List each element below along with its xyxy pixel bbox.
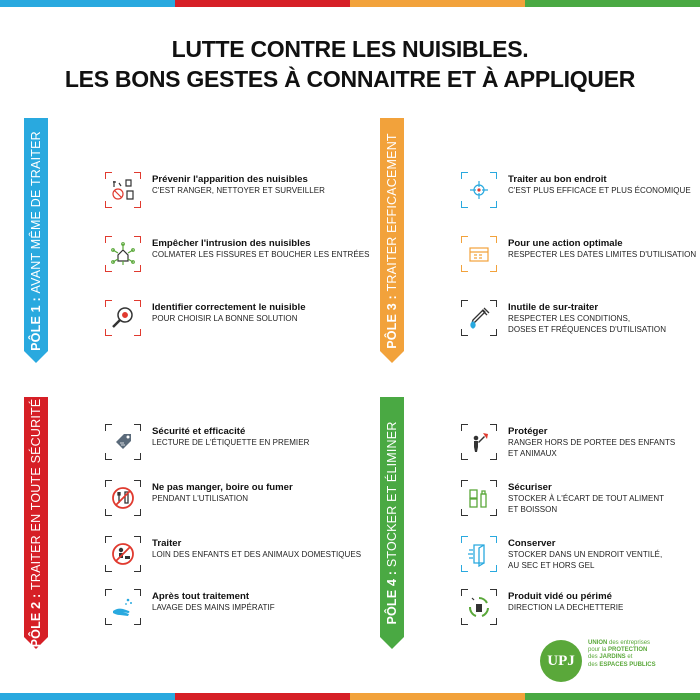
bottom-color-stripe (0, 693, 700, 700)
pole-2-name: TRAITER EN TOUTE SÉCURITÉ (29, 398, 43, 590)
item-heading: Après tout traitement (152, 591, 250, 602)
item-heading: Traiter (152, 538, 182, 549)
pole-1-item-prevent (105, 172, 385, 212)
item-subtext-2: DOSES ET FRÉQUENCES D'UTILISATION (508, 324, 667, 334)
pole-3-item-dates (461, 236, 700, 276)
item-subtext: RESPECTER LES DATES LIMITES D'UTILISATION (508, 250, 697, 259)
magnifier-bug-icon (105, 300, 141, 336)
title-line-1: LUTTE CONTRE LES NUISIBLES. (171, 36, 529, 62)
pole-2-prefix: PÔLE 2 : (29, 590, 43, 648)
pole-4-prefix: PÔLE 4 : (385, 567, 399, 625)
hand-wash-icon (105, 589, 141, 625)
upj-logo-mark: UPJ (540, 640, 582, 682)
item-subtext: C'EST RANGER, NETTOYER ET SURVEILLER (152, 186, 326, 195)
item-heading: Protéger (508, 426, 548, 437)
item-subtext: DIRECTION LA DECHETTERIE (508, 603, 624, 612)
upj-logo (540, 637, 690, 689)
pole-3-item-target (461, 172, 700, 212)
item-subtext: LOIN DES ENFANTS ET DES ANIMAUX DOMESTIQUES (152, 550, 362, 559)
pole-3-prefix: PÔLE 3 : (385, 290, 399, 349)
item-heading: Sécurité et efficacité (152, 426, 246, 437)
pole-4-item-protect (461, 424, 700, 464)
item-subtext: STOCKER DANS UN ENDROIT VENTILÉ, (508, 550, 663, 559)
label-tag-icon (105, 424, 141, 460)
top-color-stripe (0, 0, 700, 7)
item-heading: Inutile de sur-traiter (508, 302, 599, 313)
item-subtext: LECTURE DE L'ÉTIQUETTE EN PREMIER (152, 438, 310, 447)
no-children-icon (105, 536, 141, 572)
item-heading: Ne pas manger, boire ou fumer (152, 482, 293, 493)
pole-2-banner (24, 397, 48, 649)
item-subtext-2: AU SEC ET HORS GEL (508, 560, 595, 570)
pole-1-item-identify (105, 300, 385, 340)
storage-bottles-icon (461, 480, 497, 516)
pole-1-name: AVANT MÊME DE TRAITER (29, 130, 43, 293)
pole-2-item-treat (105, 536, 385, 576)
item-subtext: STOCKER À L'ÉCART DE TOUT ALIMENT (508, 494, 665, 503)
item-subtext: RANGER HORS DE PORTEE DES ENFANTS (508, 438, 676, 447)
pole-1-banner (24, 118, 48, 363)
house-network-icon (105, 236, 141, 272)
item-heading: Identifier correctement le nuisible (152, 302, 306, 313)
pole-4-item-secure (461, 480, 700, 520)
pole-1-prefix: PÔLE 1 : (29, 292, 43, 351)
item-subtext-2: ET ANIMAUX (508, 448, 557, 458)
ventilated-door-icon (461, 536, 497, 572)
upj-logo-text: UNION des entreprises pour la PROTECTION des JARDINS et des ESPACES PUBLICS (588, 640, 656, 668)
item-subtext: LAVAGE DES MAINS IMPÉRATIF (152, 603, 275, 612)
item-heading: Pour une action optimale (508, 238, 623, 249)
item-heading: Sécuriser (508, 482, 552, 493)
item-subtext: PENDANT L'UTILISATION (152, 494, 249, 503)
item-subtext: RESPECTER LES CONDITIONS, (508, 314, 631, 323)
child-reach-icon (461, 424, 497, 460)
item-heading: Conserver (508, 538, 556, 549)
calendar-icon (461, 236, 497, 272)
dropper-icon (461, 300, 497, 336)
home-pests-icon (105, 172, 141, 208)
item-subtext-2: ET BOISSON (508, 504, 558, 514)
pole-2-item-label (105, 424, 385, 464)
pole-1-item-intrusion (105, 236, 385, 276)
pole-3-item-overtreat (461, 300, 700, 340)
target-icon (461, 172, 497, 208)
item-heading: Empêcher l'intrusion des nuisibles (152, 238, 311, 249)
item-heading: Prévenir l'apparition des nuisibles (152, 174, 308, 185)
item-subtext: POUR CHOISIR LA BONNE SOLUTION (152, 314, 298, 323)
pole-3-name: TRAITER EFFICACEMENT (385, 132, 399, 291)
pole-2-item-wash (105, 589, 385, 629)
item-heading: Produit vidé ou périmé (508, 591, 612, 602)
pole-4-name: STOCKER ET ÉLIMINER (385, 421, 399, 568)
pole-4-item-keep (461, 536, 700, 576)
no-eating-icon (105, 480, 141, 516)
item-heading: Traiter au bon endroit (508, 174, 607, 185)
recycle-icon (461, 589, 497, 625)
pole-2-item-noeat (105, 480, 385, 520)
pole-4-item-dispose (461, 589, 700, 629)
item-subtext: COLMATER LES FISSURES ET BOUCHER LES ENTRÉES (152, 250, 370, 259)
item-subtext: C'EST PLUS EFFICACE ET PLUS ÉCONOMIQUE (508, 186, 691, 195)
title-line-2: LES BONS GESTES À CONNAITRE ET À APPLIQUER (64, 66, 636, 92)
page-title (7, 34, 693, 94)
